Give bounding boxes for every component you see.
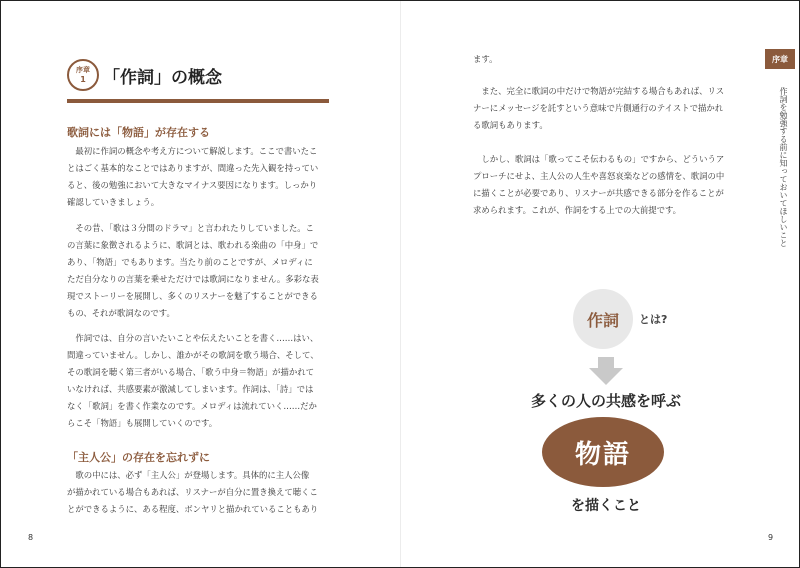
paragraph-b — [473, 83, 743, 134]
diagram-bottom-text: を描くこと — [571, 498, 641, 514]
text-line: しかし、歌詞は「歌ってこそ伝わるもの」ですから、どういうア — [473, 154, 725, 164]
title-underline — [67, 99, 329, 103]
text-line: に描くことが必要であり、リスナーが共感できる部分を作ることが — [473, 188, 724, 199]
text-line: その昔、「歌は３分間のドラマ」と言われたりしていました。こ — [67, 223, 315, 233]
text-line: とはごく基本的なことではありますが、間違った先入観を持ってい — [67, 163, 319, 174]
paragraph-2 — [67, 220, 329, 323]
chapter-badge — [67, 59, 99, 91]
text-line: その歌詞を聴く第三者がいる場合、「歌う中身＝物語」が描かれて — [67, 367, 315, 378]
paragraph-4 — [67, 467, 329, 518]
chapter-title: 「作詞」の概念 — [103, 68, 222, 88]
diagram-center-ellipse: 物語 — [542, 417, 664, 487]
text-line: 最初に作詞の概念や考え方について解説します。ここで書いたこ — [67, 146, 318, 156]
text-line: ただ自分なりの言葉を乗せただけでは歌詞になりません。多彩な表 — [67, 274, 319, 285]
text-line: ます。 — [473, 54, 498, 64]
paragraph-1 — [67, 143, 329, 211]
text-line: の言葉に象徴されるように、歌詞とは、歌われる楽曲の「中身」で — [67, 240, 319, 251]
text-line: 歌の中には、必ず「主人公」が登場します。具体的に主人公像 — [67, 470, 310, 480]
text-line: もの、それが歌詞なのです。 — [67, 308, 175, 319]
text-line: 確認していきましょう。 — [67, 197, 160, 208]
page-spine — [400, 1, 401, 567]
text-line: る歌詞もあります。 — [473, 120, 548, 131]
text-line: 現でストーリーを展開し、多くのリスナーを魅了することができる — [67, 291, 318, 302]
down-arrow-icon — [589, 357, 623, 385]
diagram-bubble: 作詞 — [573, 289, 633, 349]
text-line: また、完全に歌詞の中だけで物語が完結する場合もあれば、リス — [473, 86, 725, 96]
diagram-bubble-suffix: とは? — [639, 313, 668, 326]
section-heading-protagonist: 「主人公」の存在を忘れずに — [67, 451, 210, 464]
text-line: あり、「物語」でもあります。当たり前のことですが、メロディに — [67, 257, 313, 268]
text-line: 間違っていません。しかし、誰かがその歌詞を歌う場合、そして、 — [67, 350, 319, 361]
text-line: ると、後の勉強において大きなマイナス要因になります。しっかり — [67, 180, 318, 191]
paragraph-c — [473, 151, 743, 219]
chapter-tab: 序章 — [765, 49, 795, 69]
text-line: いなければ、共感要素が激減してしまいます。作詞は、「詩」では — [67, 384, 314, 395]
chapter-badge-number: 1 — [80, 75, 86, 84]
chapter-badge-label: 序章 — [76, 66, 90, 74]
text-line: 作詞では、自分の言いたいことや伝えたいことを書く……はい、 — [67, 333, 319, 343]
page-number-left: 8 — [28, 533, 34, 542]
text-line: が描かれている場合もあれば、リスナーが自分に置き換えて聴くこ — [67, 487, 318, 498]
paragraph-a — [473, 51, 743, 68]
text-line: らこそ「物語」も展開していくのです。 — [67, 418, 218, 429]
text-line: プローチにせよ、主人公の人生や喜怒哀楽などの感情を、歌詞の中 — [473, 171, 725, 182]
diagram-middle-text: 多くの人の共感を呼ぶ — [530, 392, 681, 410]
section-heading-story: 歌詞には「物語」が存在する — [67, 126, 210, 139]
text-line: ナーにメッセージを託すという意味で片側通行のテイストで描かれ — [473, 103, 724, 114]
text-line: とができるように、ある程度、ボンヤリと描かれていることもあり — [67, 504, 319, 515]
paragraph-3 — [67, 330, 329, 433]
chapter-tab-caption: 作詞を勉強する前に知っておいてほしいこと — [779, 87, 788, 247]
page-number-right: 9 — [768, 533, 774, 542]
text-line: なく「歌詞」を書く作業なのです。メロディは流れていく……だか — [67, 401, 317, 412]
text-line: 求められます。これが、作詞をする上での大前提です。 — [473, 205, 682, 216]
